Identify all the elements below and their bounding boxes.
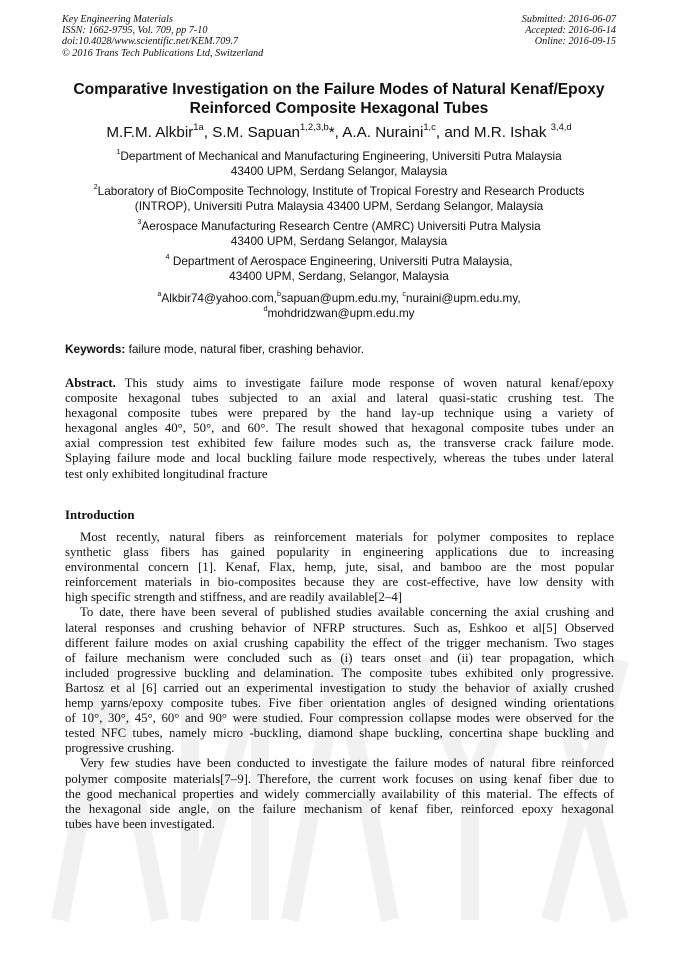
intro-line: tested NFC tubes, namely micro -buckling, diamond shape buckling, concertina shape buckling and: [65, 726, 614, 741]
author-sup: 1,2,3,b: [300, 120, 329, 132]
author-name: M.F.M. Alkbir: [106, 124, 194, 141]
background-watermark: [40, 620, 640, 950]
intro-line: hemp yarns/epoxy composite tubes. Five fiber orientation angles of designed winding orientations: [65, 696, 614, 711]
affiliation-line: Aerospace Manufacturing Research Centre (AMRC) Universiti Putra Malysia: [141, 219, 541, 233]
intro-line: the good mechanical properties and widely commercially availability of this material. The effects of: [65, 786, 614, 801]
journal-name: Key Engineering Materials: [62, 14, 173, 25]
keywords: [65, 342, 614, 356]
intro-line: Most recently, natural fibers as reinforcement materials for polymer composites to replace: [80, 530, 614, 544]
abstract-line: hexagonal angles 40°, 50°, and 60°. The result showed that hexagonal composite tubes under an: [65, 421, 614, 436]
title-line: Reinforced Composite Hexagonal Tubes: [189, 100, 489, 117]
author-sup: 1a: [193, 120, 204, 132]
affiliation: [30, 251, 648, 284]
affiliation-line: (INTROP), Universiti Putra Malaysia 43400 UPM, Serdang Selangor, Malaysia: [134, 199, 544, 213]
email-b[interactable]: sapuan@upm.edu.my,: [281, 291, 400, 305]
journal-copyright: © 2016 Trans Tech Publications Ltd, Switzerland: [62, 47, 264, 59]
affiliation-num: 4: [165, 251, 170, 261]
intro-line: Very few studies have been conducted to investigate the failure modes of natural fibre reinforced: [80, 756, 614, 771]
intro-line: the hexagonal side angle, on the failure mechanism of kenaf fiber, reinforced epoxy hexagonal: [65, 801, 614, 816]
header-left: [62, 14, 263, 59]
intro-line: included progressive buckling and delamination. The composite tubes exhibited only progressive.: [65, 665, 614, 680]
email-d[interactable]: mohdridzwan@upm.edu.my: [267, 306, 415, 320]
abstract-line: composite hexagonal tubes subjected to an axial and lateral quasi-static crushing test. The: [65, 391, 614, 406]
affiliation-line: Department of Mechanical and Manufacturing Engineering, Universiti Putra Malaysia: [120, 149, 562, 163]
intro-line: synthetic glass fibers has gained popularity in engineering applications due to increasing: [65, 545, 614, 560]
intro-line: Bartosz et al [6] carried out an experimental investigation to study the behavior of axially crushed: [65, 680, 614, 695]
intro-line: of 10°, 30°, 45°, 60° and 90° were studied. Four compression collapse modes were observed for the: [65, 711, 614, 726]
intro-line: To date, there have been several of published studies available concerning the axial crushing and: [80, 605, 614, 620]
accepted-date: Accepted: 2016-06-14: [525, 25, 616, 37]
author-name: S.M. Sapuan: [212, 124, 300, 141]
abstract: [65, 376, 614, 482]
email-a[interactable]: Alkbir74@yahoo.com,: [161, 291, 277, 305]
header-right: [522, 14, 616, 48]
affiliation-line: Laboratory of BioComposite Technology, Institute of Tropical Forestry and Research Products: [97, 184, 585, 198]
keywords-text: failure mode, natural fiber, crashing behavior.: [128, 342, 365, 356]
section-heading: Introduction: [65, 508, 135, 522]
intro-line: different failure modes on axial crushing capability the effect of the trigger mechanism. Two stages: [65, 635, 614, 650]
affiliation-line: 43400 UPM, Serdang, Selangor, Malaysia: [229, 269, 449, 283]
intro-line: lateral responses and crushing behavior of NFRP structures. Such as, Eshkoo et al[5] Observed: [65, 620, 614, 635]
abstract-line: Splaying failure mode and local buckling failure mode respectively, whereas the tubes under lateral: [65, 451, 614, 466]
author-sup: 3,4,d: [550, 120, 572, 132]
intro-line: reinforcement materials in bio-composites because they are cost-effective, have low density with: [65, 575, 614, 590]
intro-line: polymer composite materials[7–9]. Therefore, the current work focuses on using kenaf fiber due to: [65, 771, 614, 786]
affiliation-num: 2: [93, 181, 98, 191]
author-name: A.A. Nuraini: [342, 124, 424, 141]
author-sup: 1,c: [423, 120, 436, 132]
online-date: Online: 2016-09-15: [534, 36, 616, 48]
intro-line: tubes have been investigated.: [65, 816, 215, 831]
abstract-line: hexagonal composite tubes were prepared by the hand lay-up technique using a variety of: [65, 406, 614, 421]
intro-line: environmental concern [1]. Kenaf, Flax, hemp, jute, sisal, and bamboo are the most popular: [65, 560, 614, 575]
author-name: M.R. Ishak: [473, 124, 547, 141]
affiliation-line: Department of Aerospace Engineering, Universiti Putra Malaysia,: [172, 254, 513, 268]
submitted-date: Submitted: 2016-06-07: [521, 14, 616, 25]
affiliation: [30, 146, 648, 179]
journal-doi: doi:10.4028/www.scientific.net/KEM.709.7: [62, 36, 239, 48]
abstract-line: test only exhibited longitudinal fracture: [65, 466, 268, 481]
affiliation-line: 43400 UPM, Serdang Selangor, Malaysia: [230, 164, 448, 178]
abstract-line: axial compression test exhibited few failure modes such as, the transverse crack failure mode.: [65, 436, 614, 451]
affiliation-num: 1: [116, 146, 121, 156]
affiliation: [30, 216, 648, 249]
journal-issn: ISSN: 1662-9795, Vol. 709, pp 7-10: [62, 25, 208, 37]
affiliation-num: 3: [137, 216, 142, 226]
affiliation-line: 43400 UPM, Serdang Selangor, Malaysia: [230, 234, 448, 248]
intro-line: high specific strength and stiffness, and are readily available[2–4]: [65, 590, 402, 605]
author-emails: $^a$Alkbir74@yahoo.com,$^b$sapuan@upm.edu.my, $^c$nuraini@upm.edu.my, $^d$mohdridzwan@upm.edu.my: [157, 288, 521, 320]
abstract-label: Abstract.: [65, 376, 116, 390]
abstract-line: Abstract. This study aims to investigate failure mode response of woven natural kenaf/epoxy: [65, 376, 615, 390]
title-line: Comparative Investigation on the Failure Modes of Natural Kenaf/Epoxy: [73, 81, 605, 98]
affiliation: [30, 181, 648, 214]
keywords-label: Keywords:: [65, 342, 126, 356]
paper-title: [40, 80, 638, 118]
email-c[interactable]: nuraini@upm.edu.my,: [405, 291, 521, 305]
intro-line: of failure mechanism were concluded such as (i) tears onset and (ii) tear propagation, which: [65, 650, 614, 665]
intro-line: progressive crushing.: [65, 741, 175, 756]
author-list: M.F.M. Alkbir$^{1a}$, S.M. Sapuan$^{1,2,3,b}$*, A.A. Nuraini$^{1,c}$, and M.R. Ishak $^{3,4,d}$: [106, 120, 572, 141]
